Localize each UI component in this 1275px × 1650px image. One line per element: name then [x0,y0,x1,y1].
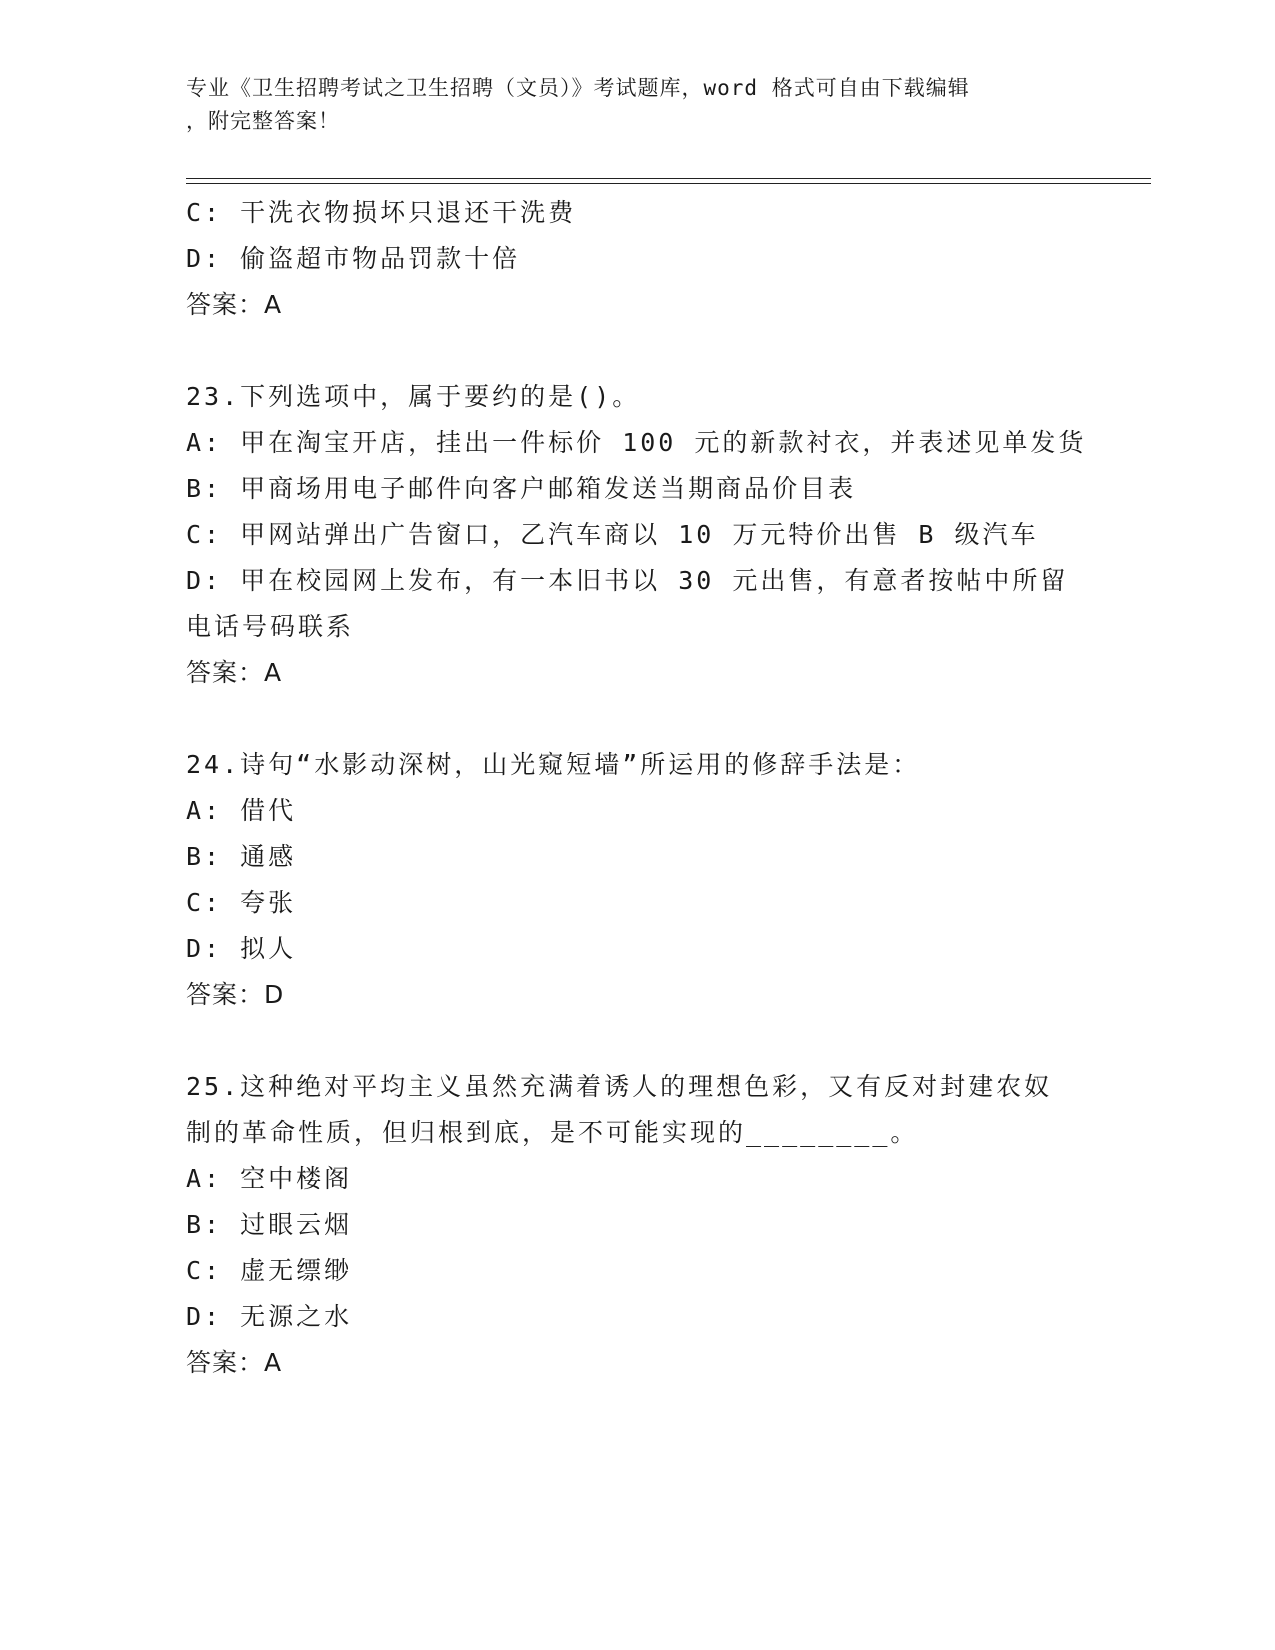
header-line-2: ，附完整答案！ [186,109,340,133]
option-line: C: 虚无缥缈 [186,1256,353,1285]
carryover-block [186,190,1086,328]
question-stem: 24.诗句“水影动深树，山光窥短墙”所运用的修辞手法是： [186,750,921,779]
header-line-1: 专业《卫生招聘考试之卫生招聘（文员）》考试题库，word 格式可自由下载编辑 [186,76,970,100]
option-line: C: 甲网站弹出广告窗口，乙汽车商以 10 万元特价出售 B 级汽车 [186,520,1039,549]
option-line: 电话号码联系 [186,612,355,641]
document-body [186,190,1086,1386]
spacer [186,1018,1086,1064]
answer-line: 答案：A [186,658,283,687]
option-line: D: 无源之水 [186,1302,353,1331]
question-stem: 25.这种绝对平均主义虽然充满着诱人的理想色彩，又有反对封建农奴 [186,1072,1053,1101]
question-25 [186,1064,1086,1386]
option-line: B: 过眼云烟 [186,1210,353,1239]
question-24 [186,742,1086,1018]
option-line: D: 甲在校园网上发布，有一本旧书以 30 元出售，有意者按帖中所留 [186,566,1069,595]
answer-line: 答案：A [186,1348,283,1377]
header-rule-bottom [186,183,1151,184]
option-line: C: 夸张 [186,888,297,917]
header-rule-top [186,178,1151,179]
option-line: D: 拟人 [186,934,297,963]
option-line: C: 干洗衣物损坏只退还干洗费 [186,198,577,227]
option-line: A: 空中楼阁 [186,1164,353,1193]
option-line: A: 借代 [186,796,297,825]
spacer [186,696,1086,742]
spacer [186,328,1086,374]
question-stem: 23.下列选项中，属于要约的是()。 [186,382,641,411]
answer-line: 答案：A [186,290,283,319]
question-stem: 制的革命性质，但归根到底，是不可能实现的________。 [186,1118,919,1147]
option-line: B: 通感 [186,842,297,871]
answer-line: 答案：D [186,980,285,1009]
option-line: A: 甲在淘宝开店，挂出一件标价 100 元的新款衬衣，并表述见单发货 [186,428,1087,457]
question-23 [186,374,1086,696]
option-line: D: 偷盗超市物品罚款十倍 [186,244,521,273]
option-line: B: 甲商场用电子邮件向客户邮箱发送当期商品价目表 [186,474,857,503]
document-header [186,72,1066,138]
